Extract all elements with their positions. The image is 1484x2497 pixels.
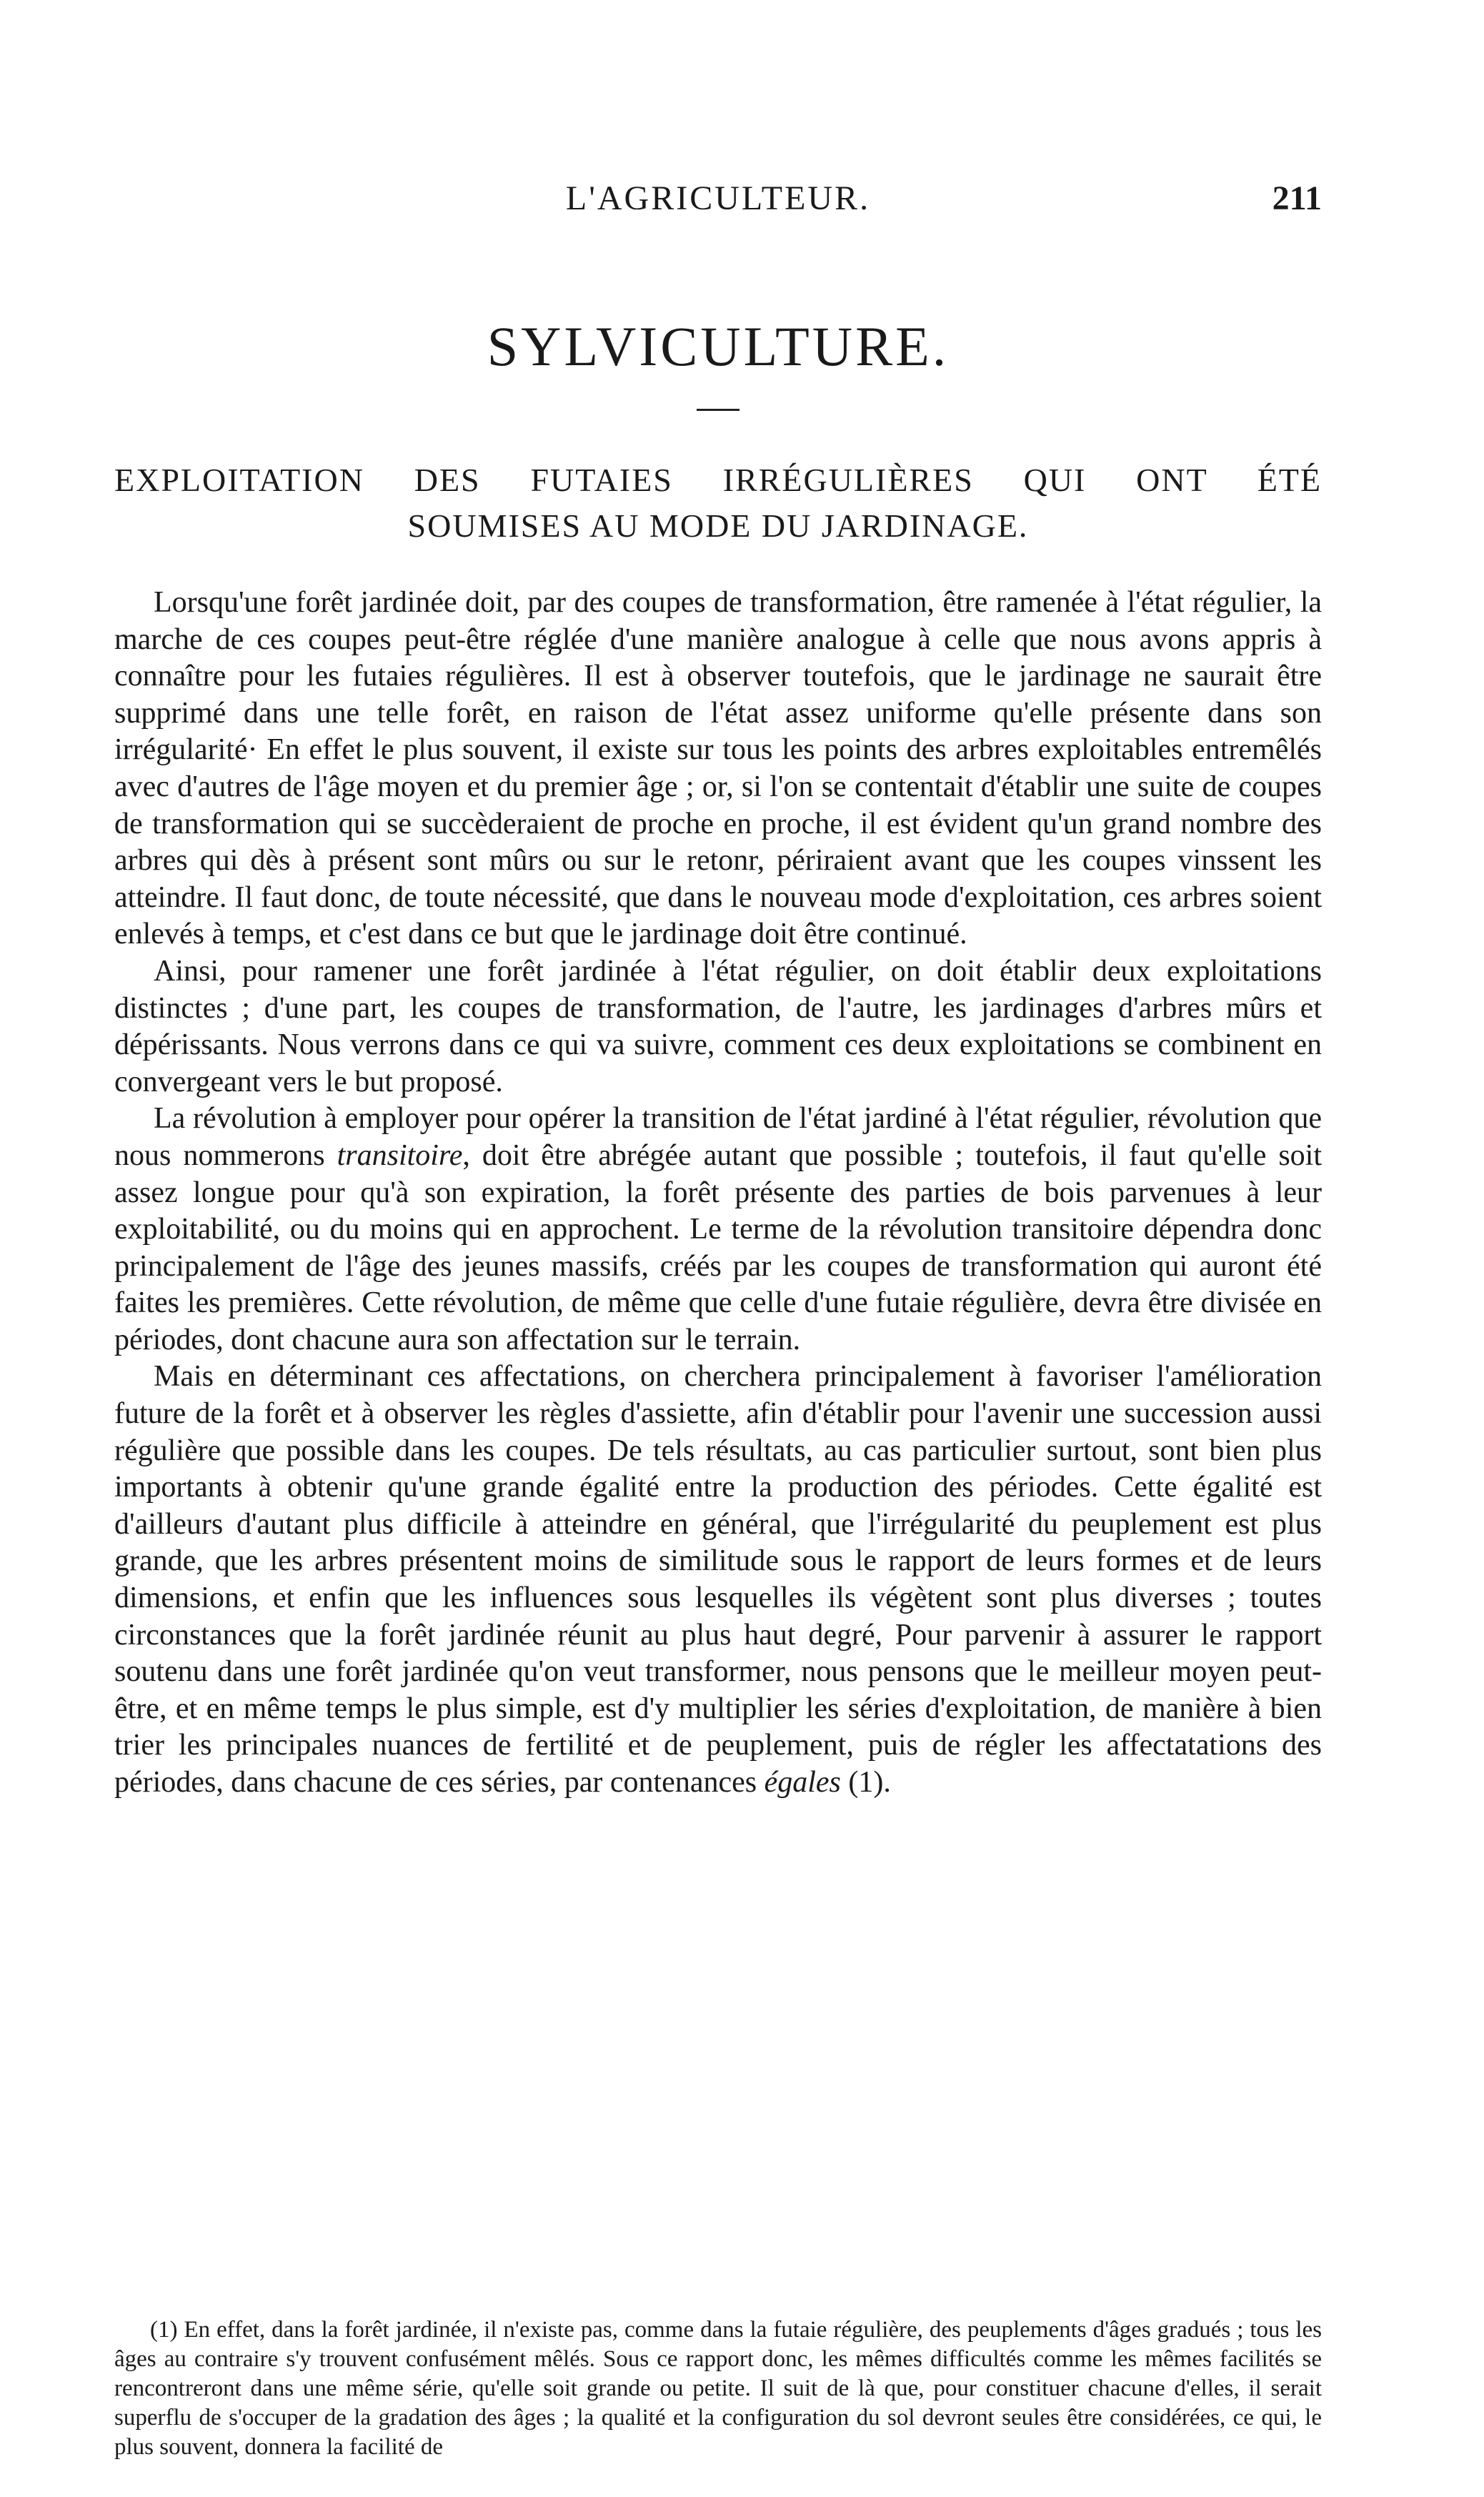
paragraph-3-text-a: La révolution à employer pour opérer la transition de l'état jardiné à l'état régulier, révolution que nous nommerons <box>114 1102 1322 1172</box>
article-title <box>114 457 1322 549</box>
footnote-text: (1) En effet, dans la forêt jardinée, il n'existe pas, comme dans la futaie régulière, des peuplements d'âges gradués ; tous les âges au contraire s'y trouvent confusément mêlés. Sous ce rapport donc, les mêmes difficultés comme les mêmes facilités se rencontreront dans une même série, qu'elle soit grande ou petite. Il suit de là que, pour constituer chacune d'elles, il serait superflu de s'occuper de la gradation des âges ; la qualité et la configuration du sol devront seules être considérées, ce qui, le plus souvent, donnera la facilité de <box>114 2317 1322 2460</box>
running-head <box>114 179 1322 229</box>
paragraph-4 <box>114 1359 1322 1801</box>
title-rule <box>697 409 739 411</box>
article-title-line-2: SOUMISES AU MODE DU JARDINAGE. <box>407 507 1029 544</box>
running-head-title: L'AGRICULTEUR. <box>565 179 871 217</box>
paragraph-4-italic: égales <box>764 1766 841 1799</box>
paragraph-1: Lorsqu'une forêt jardinée doit, par des coupes de transformation, être ramenée à l'état régulier, la marche de ces coupes peut-être réglée d'une manière analogue à celle que nous avons appris à connaître pour les futaies régulières. Il est à observer toutefois, que le jardinage ne saurait être supprimé dans une telle forêt, en raison de l'état assez uniforme qu'elle présente dans son irrégularité· En effet le plus souvent, il existe sur tous les points des arbres exploitables entremêlés avec d'autres de l'âge moyen et du premier âge ; or, si l'on se contentait d'établir une suite de coupes de transformation qui se succèderaient de proche en proche, il est évident qu'un grand nombre des arbres qui dès à présent sont mûrs ou sur le retonr, périraient avant que les coupes vinssent les atteindre. Il faut donc, de toute nécessité, que dans le nouveau mode d'exploitation, ces arbres soient enlevés à temps, et c'est dans ce but que le jardinage doit être continué. <box>114 586 1322 951</box>
footnote <box>114 2315 1322 2462</box>
paragraph-4-text-a: Mais en déterminant ces affectations, on cherchera principalement à favoriser l'amélioration future de la forêt et à observer les règles d'assiette, afin d'établir pour l'avenir une succession aussi régulière que possible dans les coupes. De tels résultats, au cas particulier surtout, sont bien plus importants à obtenir qu'une grande égalité entre la production des périodes. Cette égalité est d'ailleurs d'autant plus difficile à atteindre en général, que l'irrégularité du peuplement est plus grande, que les arbres présentent moins de similitude sous le rapport de leurs formes et de leurs dimensions, et enfin que les influences sous lesquelles ils végètent sont plus diverses ; toutes circonstances que la forêt jardinée réunit au plus haut degré, Pour parvenir à assurer le rapport soutenu dans une forêt jardinée qu'on veut transformer, nous pensons que le meilleur moyen peut-être, et en même temps le plus simple, est d'y multiplier les séries d'exploitation, de manière à bien trier les principales nuances de fertilité et de peuplement, puis de régler les affectatations des périodes, dans chacune de ces séries, par contenances <box>114 1360 1322 1799</box>
paragraph-2: Ainsi, pour ramener une forêt jardinée à l'état régulier, on doit établir deux exploitations distinctes ; d'une part, les coupes de transformation, de l'autre, les jardinages d'arbres mûrs et dépérissants. Nous verrons dans ce qui va suivre, comment ces deux exploitations se combinent en convergeant vers le but proposé. <box>114 954 1322 1098</box>
paragraph-3-text-b: , doit être abrégée autant que possible ; toutefois, il faut qu'elle soit assez longue pour qu'à son expiration, la forêt présente des parties de bois parvenues à leur exploitabilité, ou du moins qui en approchent. Le terme de la révolution transitoire dépendra donc principalement de l'âge des jeunes massifs, créés par les coupes de transformation qui auront été faites les premières. Cette révolution, de même que celle d'une futaie régulière, devra être divisée en périodes, dont chacune aura son affectation sur le terrain. <box>114 1138 1322 1356</box>
paragraph-3-italic: transitoire <box>337 1138 463 1172</box>
article-body <box>114 585 1322 1802</box>
paragraph-3 <box>114 1101 1322 1359</box>
section-title: SYLVICULTURE. <box>487 315 950 377</box>
page-number: 211 <box>1272 179 1322 217</box>
paragraph-4-text-b: (1). <box>840 1766 891 1799</box>
article-title-line-1: EXPLOITATION DES FUTAIES IRRÉGULIÈRES QUI ONT ÉTÉ <box>114 462 1322 498</box>
